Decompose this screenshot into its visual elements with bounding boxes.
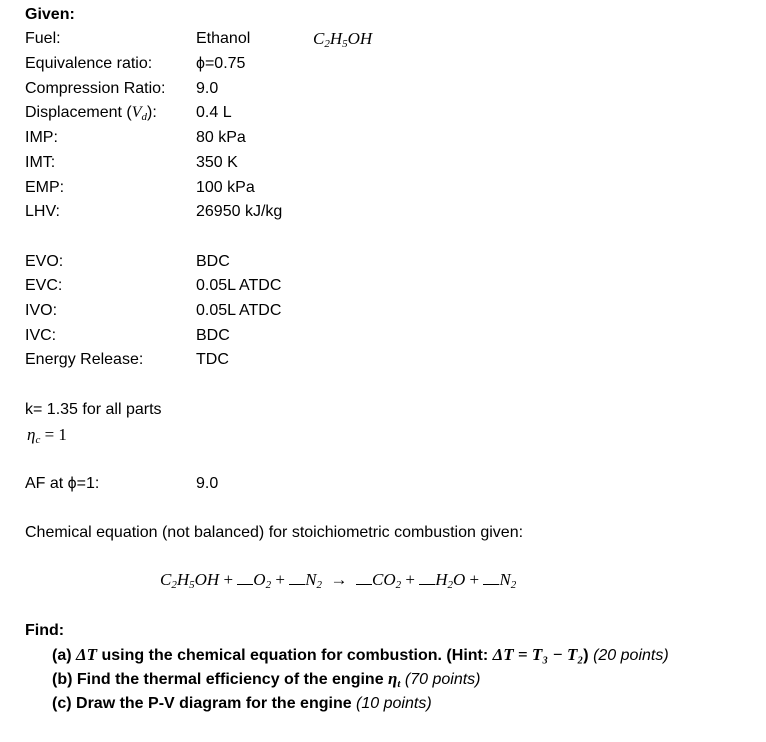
find-item-a: (a) ΔT using the chemical equation for combustion. (Hint: ΔT = T₃ − T₂) (20 points) bbox=[52, 645, 669, 664]
timing-value-ivo: 0.05L ATDC bbox=[196, 302, 282, 319]
given-label-fuel: Fuel: bbox=[25, 30, 61, 47]
given-label-emp: EMP: bbox=[25, 179, 65, 196]
timing-label-evc: EVC: bbox=[25, 277, 63, 294]
given-value-imt: 350 K bbox=[196, 154, 238, 171]
find-title: Find: bbox=[25, 622, 65, 639]
given-label-imp: IMP: bbox=[25, 129, 58, 146]
given-label-lhv: LHV: bbox=[25, 203, 60, 220]
chemical-equation: $C_2H_5OH + O_2 + N_2 \to CO_2 + H_2O + N_2$ bbox=[160, 570, 517, 591]
timing-value-evc: 0.05L ATDC bbox=[196, 277, 282, 294]
timing-label-ivo: IVO: bbox=[25, 302, 58, 319]
af-value: 9.0 bbox=[196, 475, 219, 492]
timing-label-ivc: IVC: bbox=[25, 327, 57, 344]
given-value-emp: 100 kPa bbox=[196, 179, 255, 196]
given-label-equivalence: Equivalence ratio: bbox=[25, 55, 153, 72]
given-label-compression: Compression Ratio: bbox=[25, 80, 166, 97]
given-value-fuel: Ethanol bbox=[196, 30, 251, 47]
find-item-b: (b) Find the thermal efficiency of the engine $\eta_t$ (70 points) bbox=[52, 669, 481, 690]
ethanol-formula: $C_2H_5OH$ bbox=[313, 29, 373, 50]
given-label-displacement: Displacement $(V_d)$: bbox=[25, 104, 157, 123]
given-value-lhv: 26950 kJ/kg bbox=[196, 203, 283, 220]
k-note: k= 1.35 for all parts bbox=[25, 401, 162, 418]
given-label-imt: IMT: bbox=[25, 154, 56, 171]
given-title: Given: bbox=[25, 6, 75, 23]
timing-value-evo: BDC bbox=[196, 253, 230, 270]
given-value-imp: 80 kPa bbox=[196, 129, 246, 146]
equation-intro: Chemical equation (not balanced) for stoichiometric combustion given: bbox=[25, 524, 524, 541]
timing-value-energy-release: TDC bbox=[196, 351, 229, 368]
given-value-equivalence: ϕ=0.75 bbox=[196, 55, 246, 72]
timing-label-evo: EVO: bbox=[25, 253, 64, 270]
find-item-c: (c) Draw the P-V diagram for the engine (10 points) bbox=[52, 695, 432, 712]
timing-value-ivc: BDC bbox=[196, 327, 230, 344]
given-value-displacement: 0.4 L bbox=[196, 104, 232, 121]
timing-label-energy-release: Energy Release: bbox=[25, 351, 144, 368]
eta-c-note: $\eta_c = 1$ bbox=[27, 425, 67, 446]
af-label: AF at ϕ=1: bbox=[25, 475, 100, 492]
given-value-compression: 9.0 bbox=[196, 80, 219, 97]
